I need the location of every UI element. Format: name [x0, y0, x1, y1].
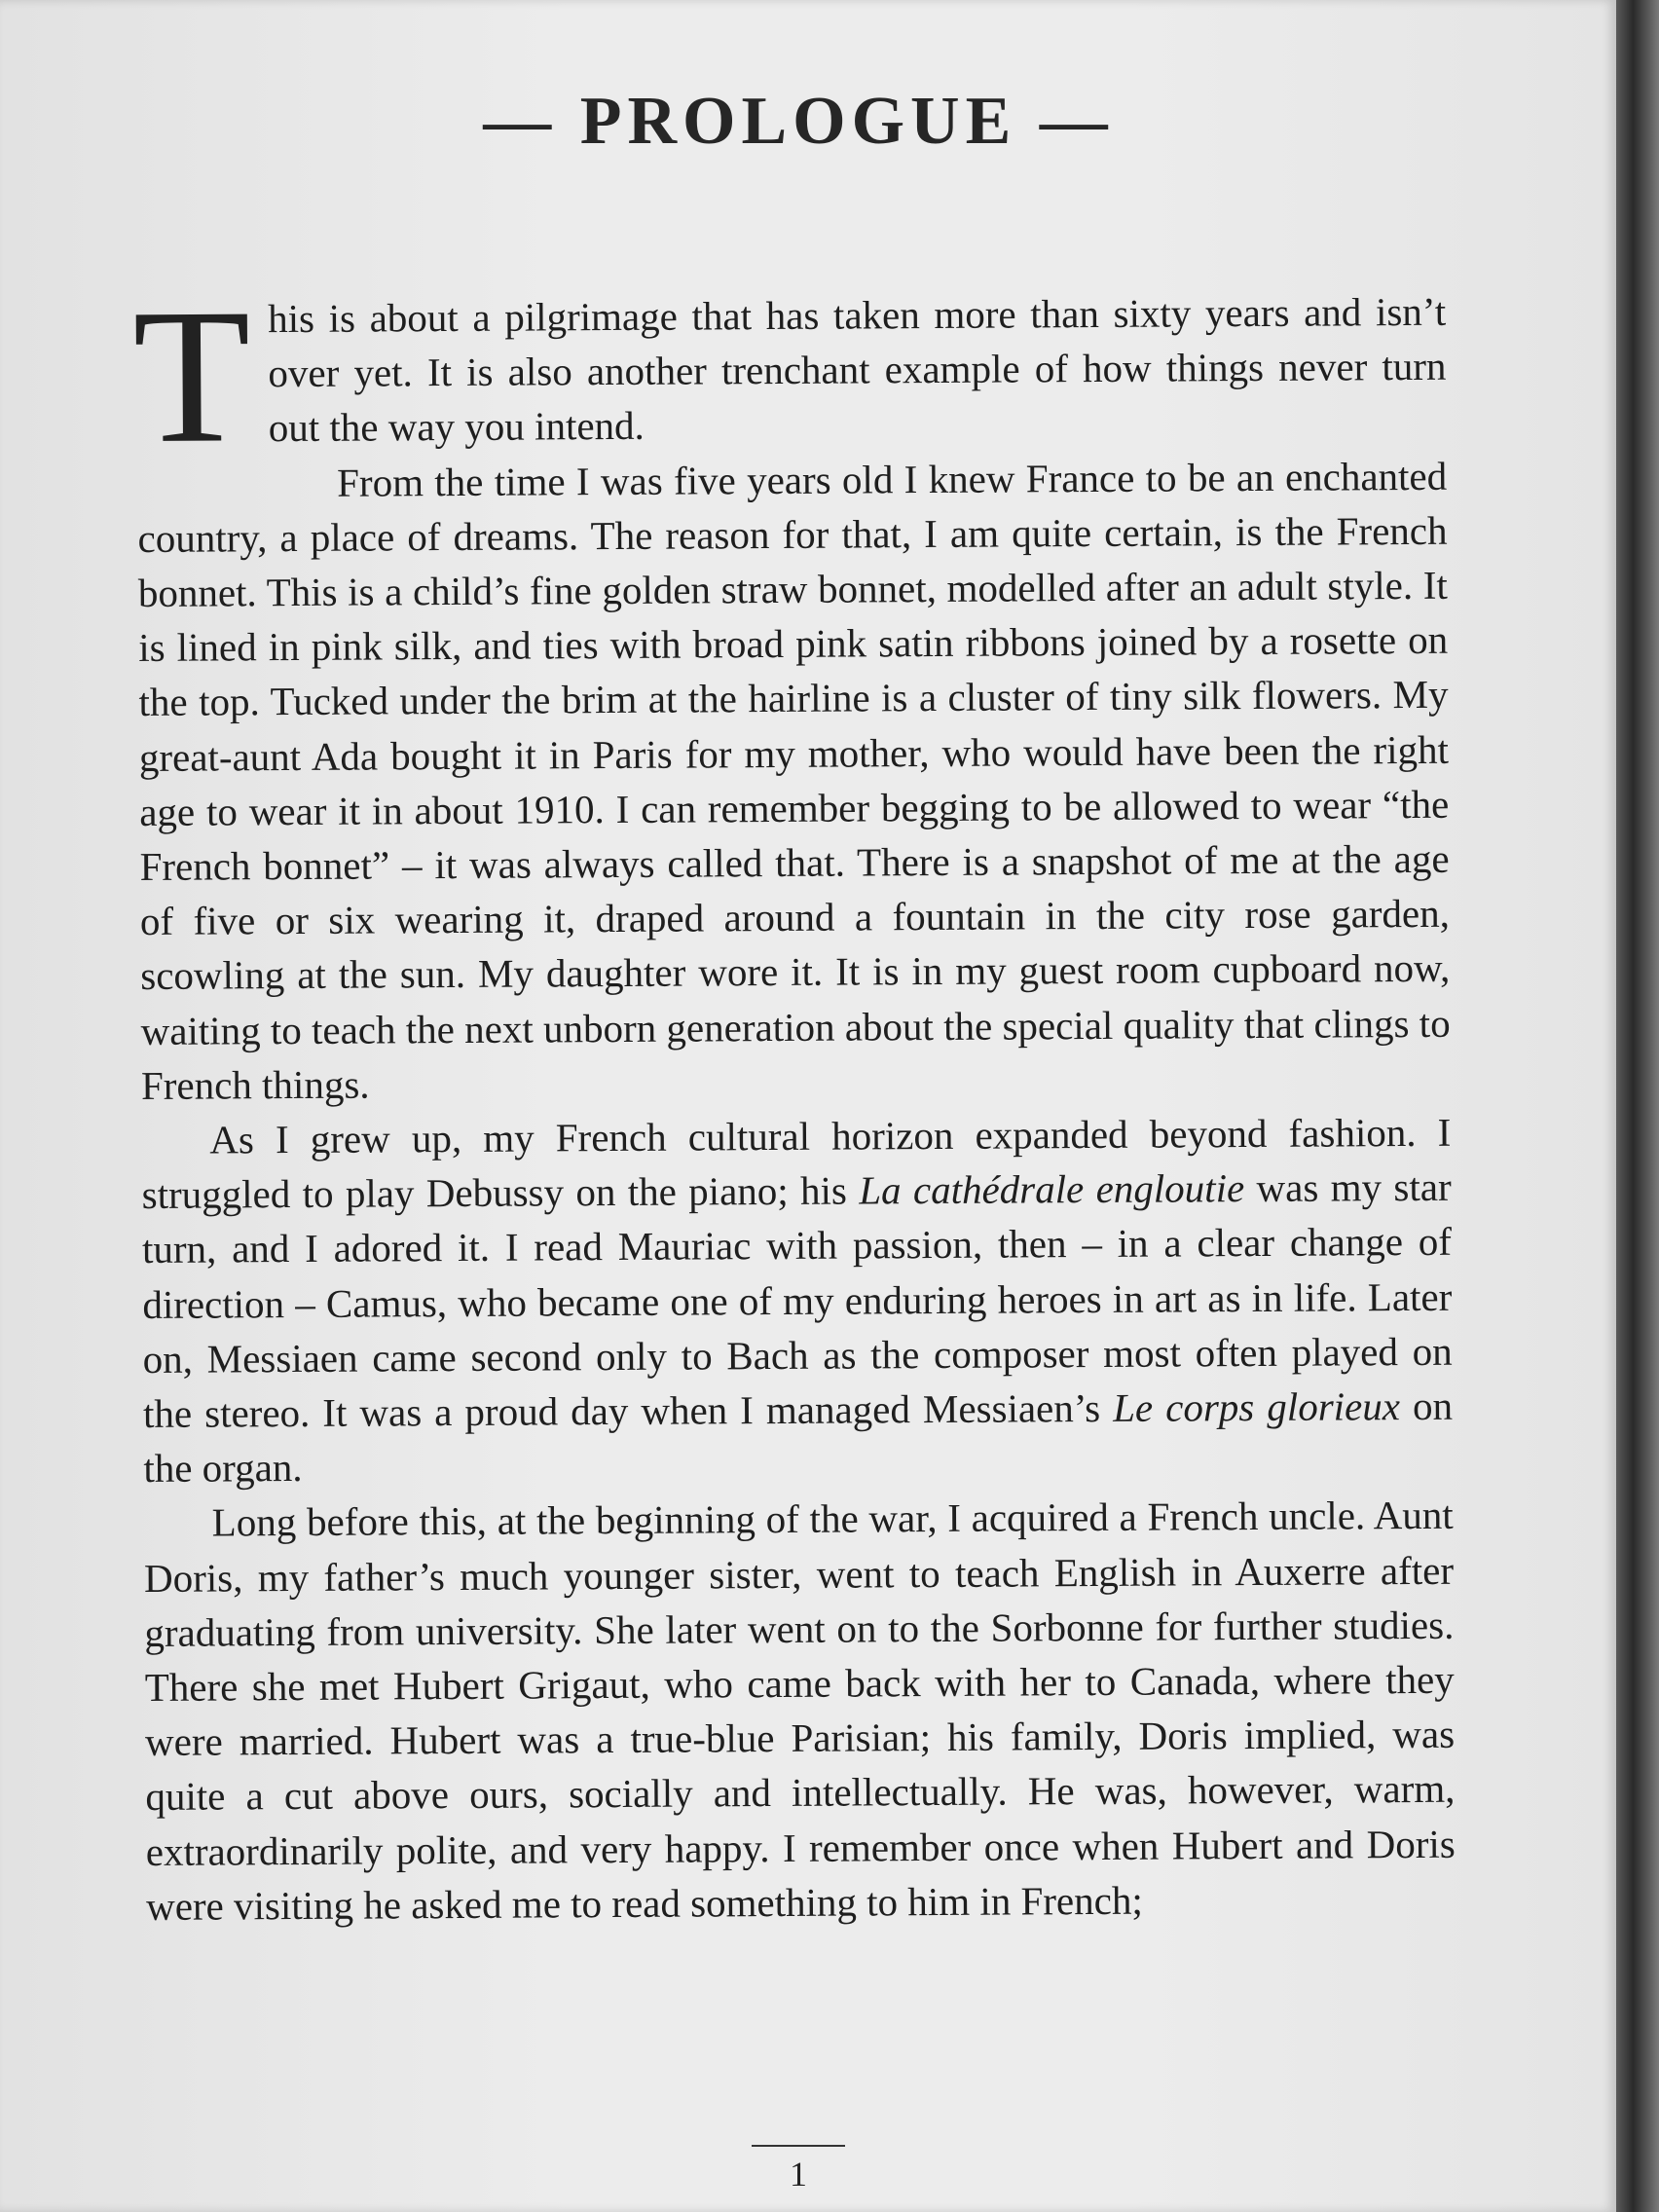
paragraph-2: [137, 448, 1451, 1113]
paragraph-4: [144, 1488, 1456, 1934]
paragraph-1: [131, 269, 1447, 484]
paragraph-1-segment-1: his is about a pilgrimage that has taken more than sixty years and isn’t over yet. It is also another trenchant example of how things never turn out the way you intend.: [267, 288, 1447, 451]
paragraph-4-segment-1: Long before this, at the beginning of the war, I acquired a French uncle. Aunt Doris, my father’s much younger sister, went to teach English in Auxerre after graduating from university. She later went on to the Sorbonne for further studies. There she met Hubert Grigaut, who came back with her to Canada, where they were married. Hubert was a true-blue Parisian; his family, Doris implied, was quite a cut above ours, socially and intellectually. He was, however, warm, extraordinarily polite, and very happy. I remember once when Hubert and Doris were visiting he asked me to read something to him in French;: [143, 1493, 1456, 1929]
page-edge-shadow: [1616, 0, 1659, 2212]
body-text: [131, 269, 1456, 1934]
paragraph-3-segment-5: on the organ.: [143, 1382, 1454, 1492]
paragraph-3: [141, 1105, 1453, 1496]
italic-title-debussy: La cathédrale engloutie: [859, 1165, 1245, 1213]
paragraph-3-segment-3: was my star turn, and I adored it. I read Mauriac with passion, then – in a clear change of direction – Camus, who became one of my enduring heroes in art as in life. Later on, Messiaen came second only to Bach as the composer most often played on the stereo. It was a proud day when I managed Messiaen’s: [141, 1164, 1453, 1437]
paragraph-3-segment-1: As I grew up, my French cultural horizon expanded beyond fashion. I struggled to play Debussy on the piano; his: [141, 1109, 1452, 1218]
page-number: 1: [790, 2155, 807, 2194]
chapter-title: — PROLOGUE —: [483, 84, 1114, 159]
footer-rule: [752, 2145, 845, 2147]
italic-title-messiaen: Le corps glorieux: [1113, 1383, 1401, 1430]
paragraph-2-segment-1: From the time I was five years old I knew France to be an enchanted country, a place of dreams. The reason for that, I am quite certain, is the French bonnet. This is a child’s fine golden straw bonnet, modelled after an adult style. It is lined in pink silk, and ties with broad pink satin ribbons joined by a rosette on the top. Tucked under the brim at the hairline is a cluster of tiny silk flowers. My great-aunt Ada bought it in Paris for my mother, who would have been the right age to wear it in about 1910. I can remember begging to be allowed to wear “the French bonnet” – it was always called that. There is a snapshot of me at the age of five or six wearing it, draped around a fountain in the city rose garden, scowling at the sun. My daughter wore it. It is in my guest room cupboard now, waiting to teach the next unborn generation about the special quality that clings to French things.: [137, 453, 1451, 1108]
drop-cap: T: [131, 269, 252, 484]
